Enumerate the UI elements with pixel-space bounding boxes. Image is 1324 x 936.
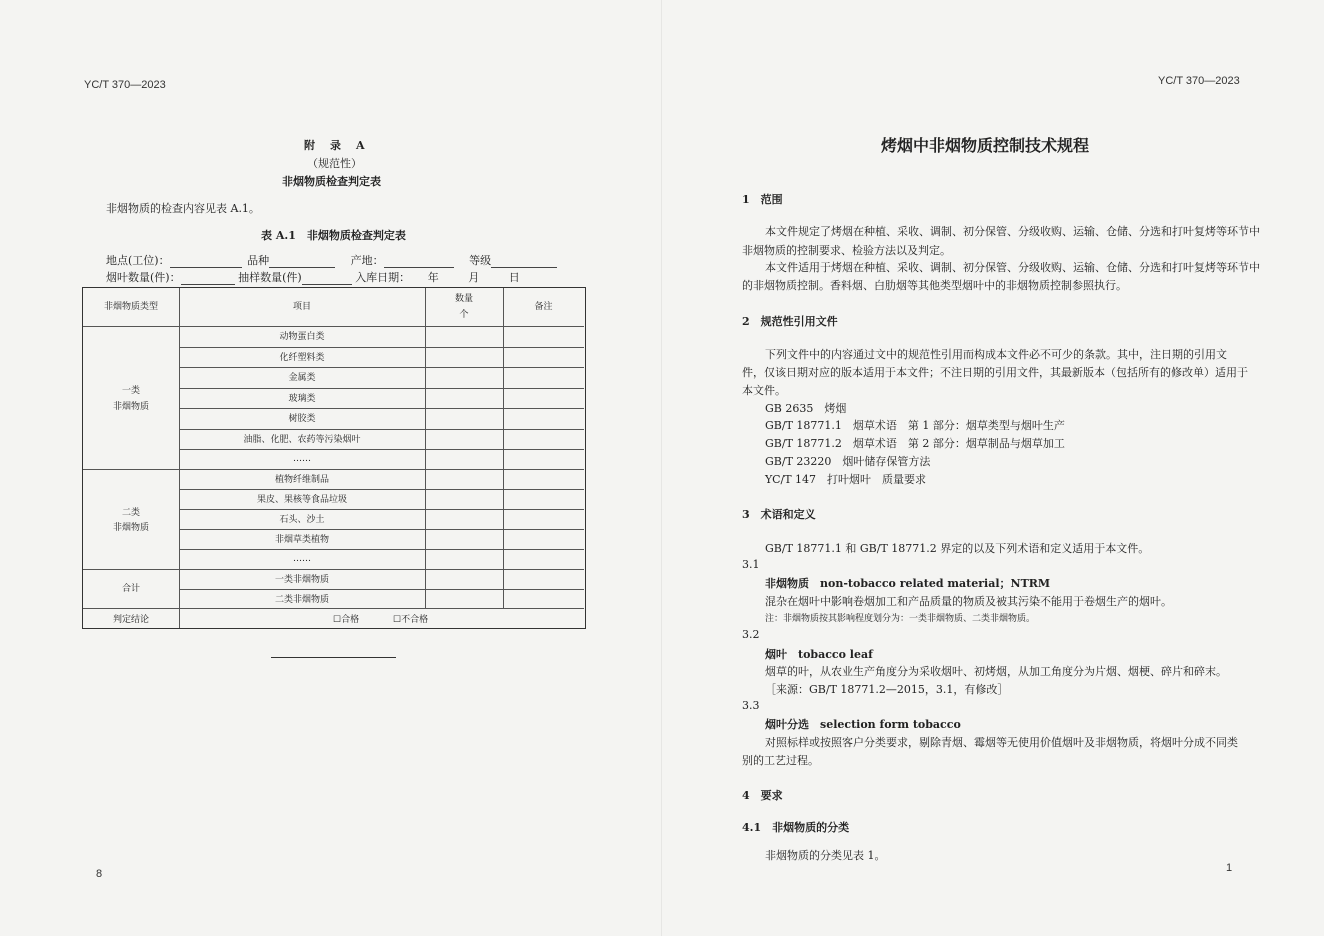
table-row-item: ……: [293, 554, 311, 564]
group2-label-2: 非烟物质: [112, 523, 149, 533]
table-row-item: 树胶类: [288, 414, 316, 424]
form-sample-qty-blank: [302, 272, 352, 285]
table-row-item: 果皮、果核等食品垃圾: [256, 495, 347, 505]
term-3-1-definition: 混杂在烟叶中影响卷烟加工和产品质量的物质及被其污染不能用于卷烟生产的烟叶。: [765, 595, 1172, 608]
inspection-table: [82, 287, 586, 629]
end-rule: [271, 657, 396, 658]
term-3-2: 烟叶 tobacco leaf: [765, 648, 873, 661]
document-title: 烤烟中非烟物质控制技术规程: [881, 136, 1090, 155]
annex-nature: （规范性）: [307, 157, 362, 170]
ref-item: GB 2635 烤烟: [765, 402, 847, 415]
s2-p1-line3: 本文件。: [742, 384, 786, 397]
term-3-3-number: 3.3: [742, 699, 760, 712]
section-3-heading: 3 术语和定义: [742, 508, 816, 521]
term-3-3: 烟叶分选 selection form tobacco: [765, 718, 961, 731]
s2-p1-line1: 下列文件中的内容通过文中的规范性引用而构成本文件必不可少的条款。其中，注日期的引用文: [765, 348, 1227, 361]
table-row-item: 金属类: [288, 373, 316, 383]
group1-label-1: 一类: [121, 386, 140, 396]
form-day-label: 日: [508, 271, 520, 284]
s1-p1-line1: 本文件规定了烤烟在种植、采收、调制、初分保管、分级收购、运输、仓储、分选和打叶复烤等环节中: [765, 225, 1260, 238]
ref-item: GB/T 18771.2 烟草术语 第 2 部分：烟草制品与烟草加工: [765, 437, 1065, 450]
verdict-label: 判定结论: [112, 615, 149, 625]
form-year-label: 年: [427, 271, 439, 284]
form-variety-blank: [269, 255, 335, 268]
form-location-label: 地点(工位)：: [106, 254, 170, 267]
form-origin-blank: [384, 255, 454, 268]
verdict-fail-checkbox[interactable]: ☐不合格: [393, 615, 429, 625]
table-row-item: 油脂、化肥、农药等污染烟叶: [243, 435, 361, 445]
right-page-number: 1: [1226, 862, 1233, 874]
term-3-1-note: 注：非烟物质按其影响程度划分为：一类非烟物质、二类非烟物质。: [765, 614, 1036, 624]
term-3-2-number: 3.2: [742, 628, 760, 641]
left-page-header: YC/T 370—2023: [84, 79, 166, 91]
table-row-item: 石头、沙土: [279, 515, 325, 525]
s1-p1-line2: 非烟物质的控制要求、检验方法以及判定。: [742, 244, 951, 257]
section-4-heading: 4 要求: [742, 789, 783, 802]
th-item: 项目: [292, 302, 311, 312]
th-qty: 数量: [454, 294, 473, 304]
th-unit: 个: [459, 310, 469, 320]
annex-intro: 非烟物质的检查内容见表 A.1。: [106, 202, 260, 215]
annex-subtitle: 非烟物质检查判定表: [282, 175, 381, 188]
section-4-1-heading: 4.1 非烟物质的分类: [742, 821, 850, 834]
table-title: 表 A.1 非烟物质检查判定表: [261, 229, 406, 242]
total-label: 合计: [121, 584, 140, 594]
s3-intro: GB/T 18771.1 和 GB/T 18771.2 界定的以及下列术语和定义适用于本文件。: [765, 542, 1150, 555]
form-grade-label: 等级: [469, 254, 492, 267]
term-3-2-definition: 烟草的叶，从农业生产角度分为采收烟叶、初烤烟，从加工角度分为片烟、烟梗、碎片和碎末。: [765, 665, 1227, 678]
table-row-item: 动物蛋白类: [279, 332, 325, 342]
form-storage-date-label: 入库日期：: [355, 271, 411, 284]
table-row-item: 非烟草类植物: [274, 535, 329, 545]
ref-item: GB/T 18771.1 烟草术语 第 1 部分：烟草类型与烟叶生产: [765, 419, 1065, 432]
table-row-item: 二类非烟物质: [274, 595, 329, 605]
page-fold: [661, 0, 662, 936]
form-month-label: 月: [468, 271, 480, 284]
form-variety-label: 品种: [247, 254, 270, 267]
s1-p2-line1: 本文件适用于烤烟在种植、采收、调制、初分保管、分级收购、运输、仓储、分选和打叶复烤等环节中: [765, 261, 1260, 274]
left-page-number: 8: [96, 868, 103, 880]
term-3-3-definition-line1: 对照标样或按照客户分类要求，剔除青烟、霉烟等无使用价值烟叶及非烟物质，将烟叶分成不同类: [765, 736, 1238, 749]
table-row-item: ……: [293, 454, 311, 464]
form-leaf-qty-label: 烟叶数量(件)：: [106, 271, 181, 284]
section-1-heading: 1 范围: [742, 193, 783, 206]
form-leaf-qty-blank: [181, 272, 235, 285]
form-location-blank: [170, 255, 242, 268]
table-row-item: 植物纤维制品: [274, 475, 329, 485]
table-row-item: 玻璃类: [288, 394, 316, 404]
form-origin-label: 产地：: [350, 254, 384, 267]
form-line-2: [106, 269, 520, 285]
verdict-pass-checkbox[interactable]: ☐合格: [333, 615, 360, 625]
group2-label-1: 二类: [121, 508, 140, 518]
term-3-2-source: ［来源：GB/T 18771.2—2015，3.1，有修改］: [765, 683, 1009, 696]
annex-title: 附 录 A: [304, 139, 367, 152]
s1-p2-line2: 的非烟物质控制。香料烟、白肋烟等其他类型烟叶中的非烟物质控制参照执行。: [742, 279, 1127, 292]
s2-p1-line2: 件，仅该日期对应的版本适用于本文件；不注日期的引用文件，其最新版本（包括所有的修改单）适用于: [742, 366, 1248, 379]
ref-item: YC/T 147 打叶烟叶 质量要求: [765, 473, 927, 486]
th-type: 非烟物质类型: [103, 302, 158, 312]
th-remark: 备注: [534, 302, 553, 312]
term-3-3-definition-line2: 别的工艺过程。: [742, 754, 819, 767]
right-page-header: YC/T 370—2023: [1158, 75, 1240, 87]
table-row-item: 化纤塑料类: [279, 353, 325, 363]
ref-item: GB/T 23220 烟叶储存保管方法: [765, 455, 931, 468]
form-grade-blank: [491, 255, 557, 268]
form-line-1: [106, 252, 557, 268]
s4-paragraph: 非烟物质的分类见表 1。: [765, 849, 886, 862]
table-row-item: 一类非烟物质: [274, 575, 329, 585]
term-3-1-number: 3.1: [742, 558, 760, 571]
section-2-heading: 2 规范性引用文件: [742, 315, 838, 328]
group1-label-2: 非烟物质: [112, 402, 149, 412]
form-sample-qty-label: 抽样数量(件): [238, 271, 302, 284]
term-3-1: 非烟物质 non-tobacco related material；NTRM: [765, 577, 1051, 590]
